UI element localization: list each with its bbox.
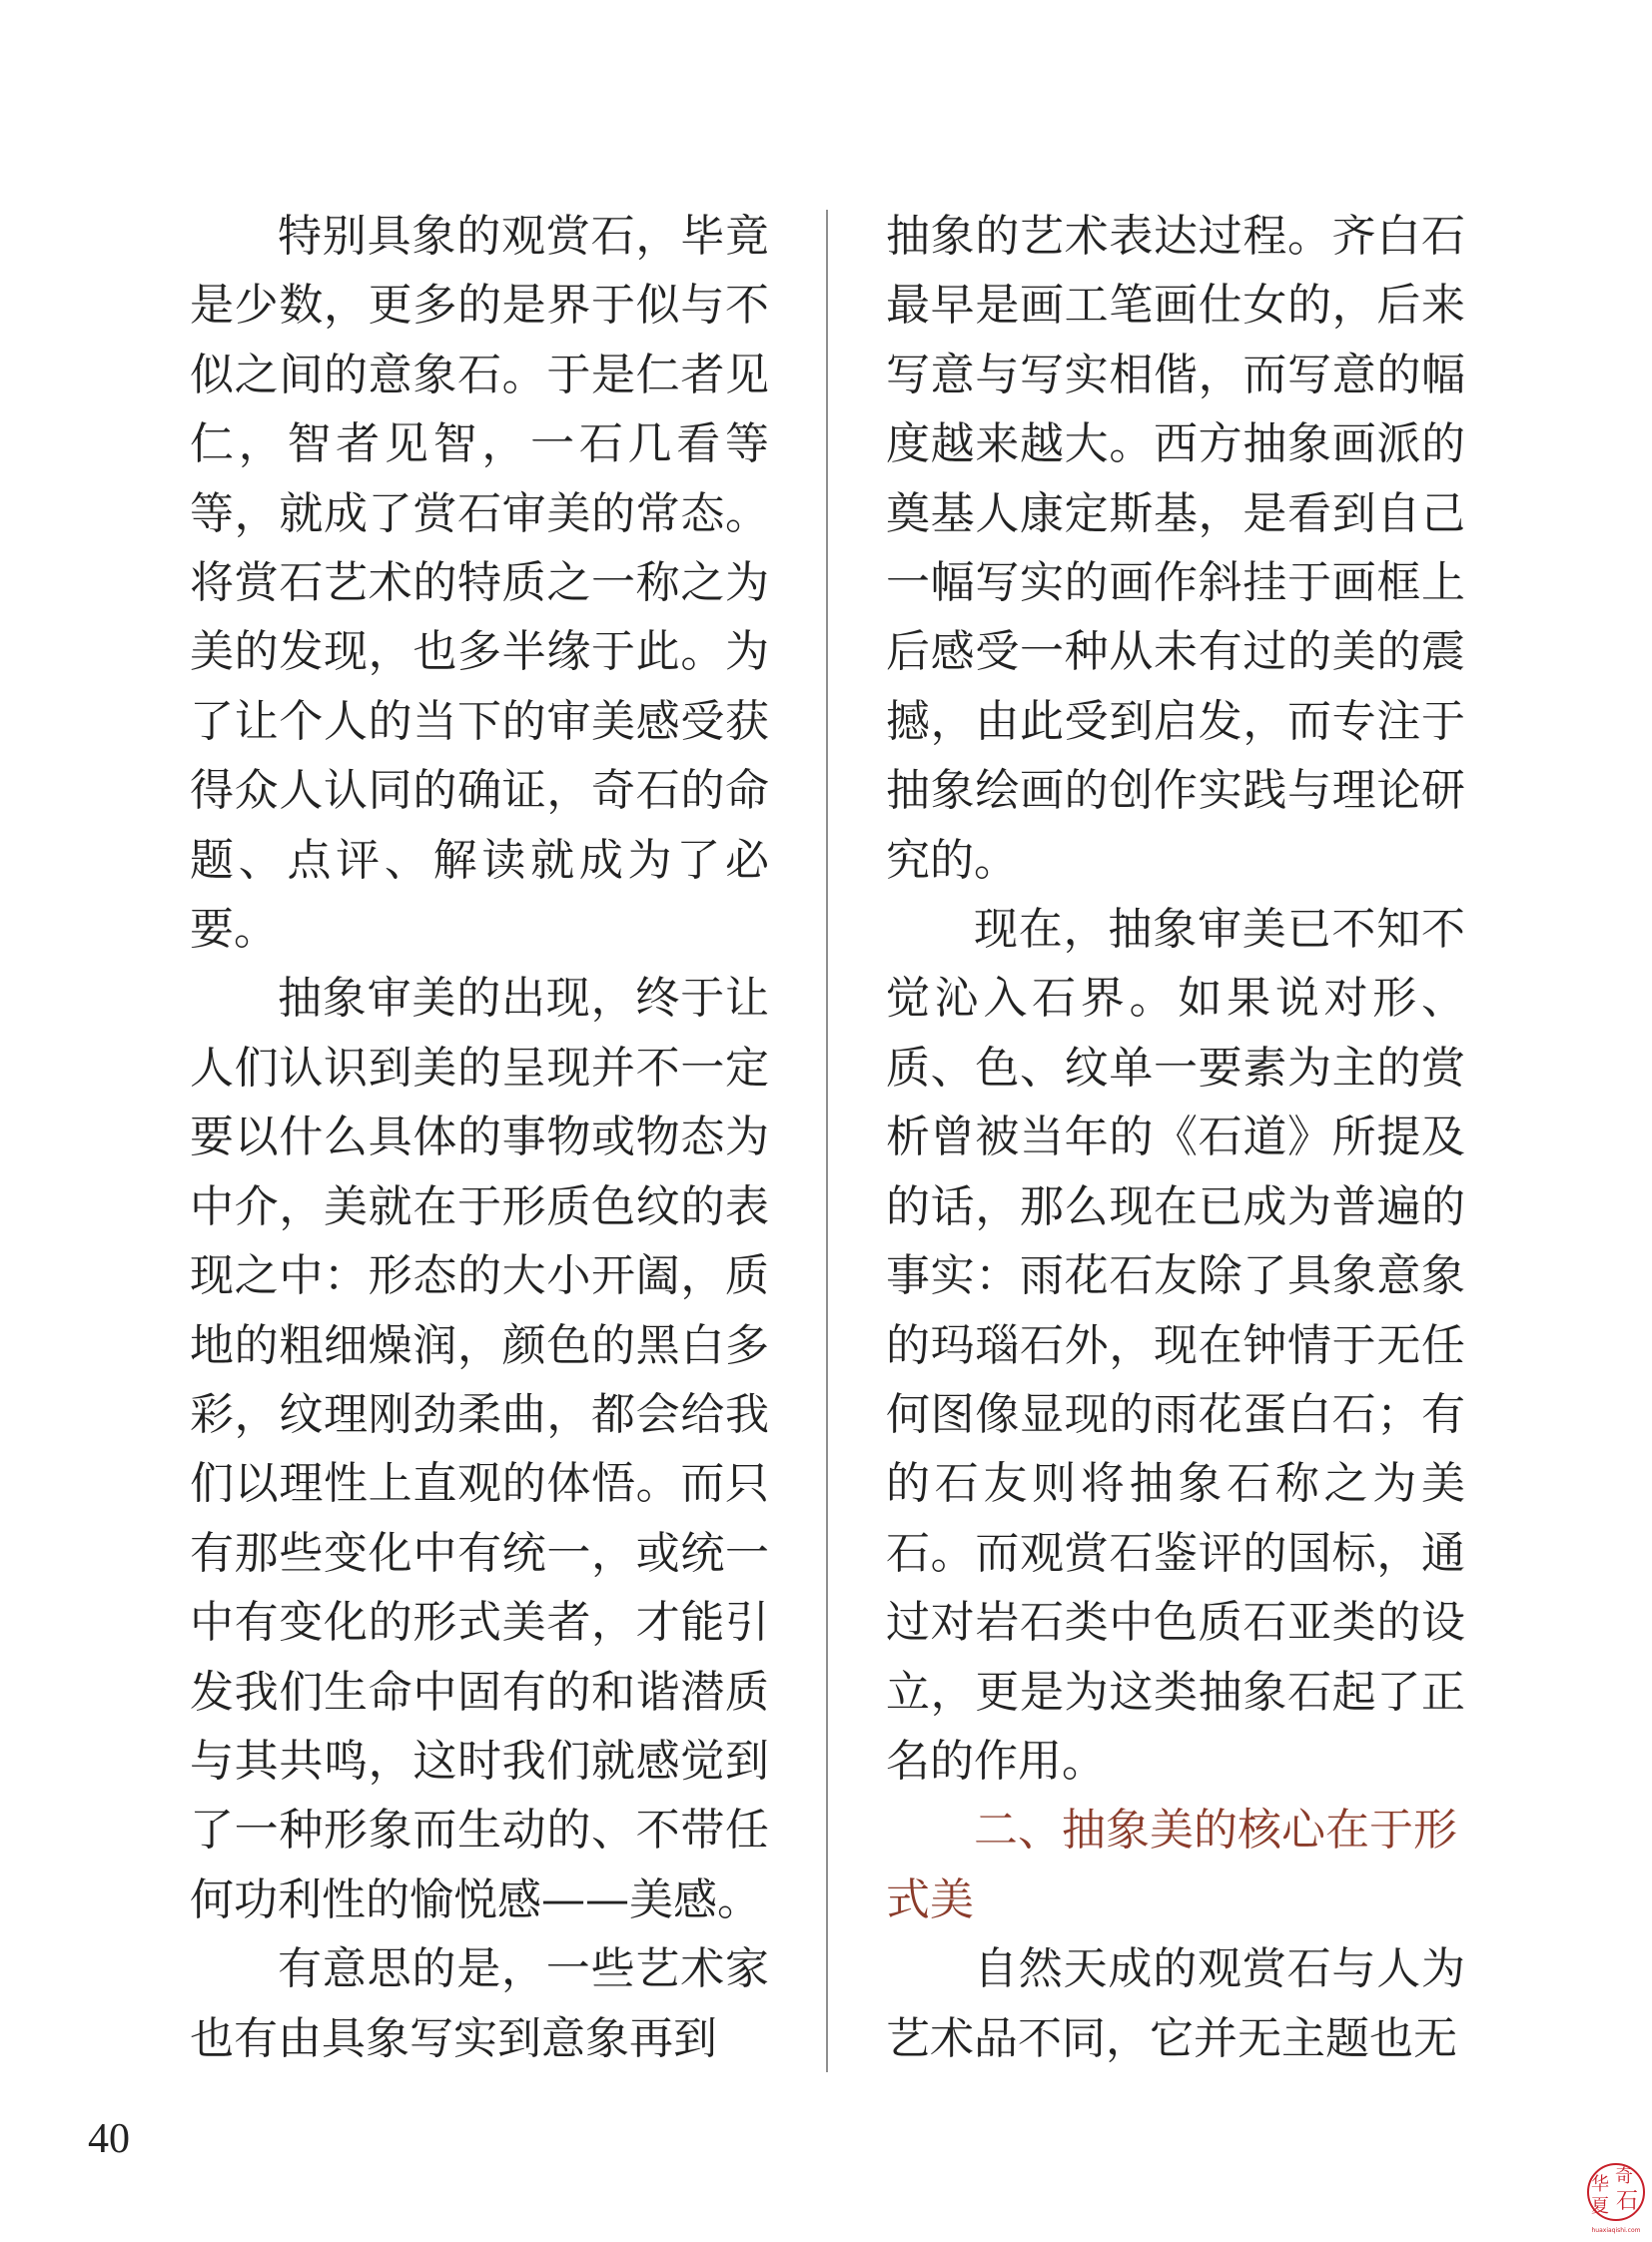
section-heading: 二、抽象美的核心在于形式美: [886, 1805, 1457, 1925]
left-paragraph-2: 抽象审美的出现，终于让人们认识到美的呈现并不一定要以什么具体的事物或物态为中介，美就在于形质色纹的表现之中：形态的大小开阖，质地的粗细燥润，颜色的黑白多彩，纹理刚劲柔曲，都会给我们以理性上直观的体悟。而只有那些变化中有统一，或统一中有变化的形式美者，才能引发我们生命中固有的和谐潜质与其共鸣，这时我们就感觉到了一种形象而生动的、不带任何功利性的愉悦感——美感。: [190, 973, 769, 1925]
logo-char-2: 奇: [1615, 2166, 1633, 2187]
left-column: [190, 202, 769, 2073]
column-divider: [826, 210, 828, 2072]
page-number: 40: [88, 2116, 130, 2162]
left-paragraph-1: 特别具象的观赏石，毕竟是少数，更多的是界于似与不似之间的意象石。于是仁者见仁，智者见智，一石几看等等，就成了赏石审美的常态。将赏石艺术的特质之一称之为美的发现，也多半缘于此。为了让个人的当下的审美感受获得众人认同的确证，奇石的命题、点评、解读就成为了必要。: [190, 211, 769, 956]
right-paragraph-continuation: 抽象的艺术表达过程。齐白石最早是画工笔画仕女的，后来写意与写实相偕，而写意的幅度越来越大。西方抽象画派的奠基人康定斯基，是看到自己一幅写实的画作斜挂于画框上后感受一种从未有过的美的震撼，由此受到启发，而专注于抽象绘画的创作实践与理论研究的。: [886, 211, 1465, 886]
right-column: [886, 202, 1465, 2073]
site-logo-icon: [1583, 2162, 1649, 2236]
right-paragraph-2: 现在，抽象审美已不知不觉沁入石界。如果说对形、质、色、纹单一要素为主的赏析曾被当年的《石道》所提及的话，那么现在已成为普遍的事实：雨花石友除了具象意象的玛瑙石外，现在钟情于无任何图像显现的雨花蛋白石；有的石友则将抽象石称之为美石。而观赏石鉴评的国标，通过对岩石类中色质石亚类的设立，更是为这类抽象石起了正名的作用。: [886, 904, 1465, 1787]
left-paragraph-3: 有意思的是，一些艺术家也有由具象写实到意象再到: [190, 1943, 769, 2064]
site-logo: [1583, 2162, 1649, 2236]
right-paragraph-3: 自然天成的观赏石与人为艺术品不同，它并无主题也无: [886, 1943, 1465, 2064]
logo-char-3: 夏: [1591, 2196, 1609, 2217]
logo-char-4: 石: [1616, 2189, 1639, 2214]
logo-char-1: 华: [1591, 2174, 1609, 2195]
logo-url: huaxiaqishi.com: [1591, 2227, 1641, 2234]
